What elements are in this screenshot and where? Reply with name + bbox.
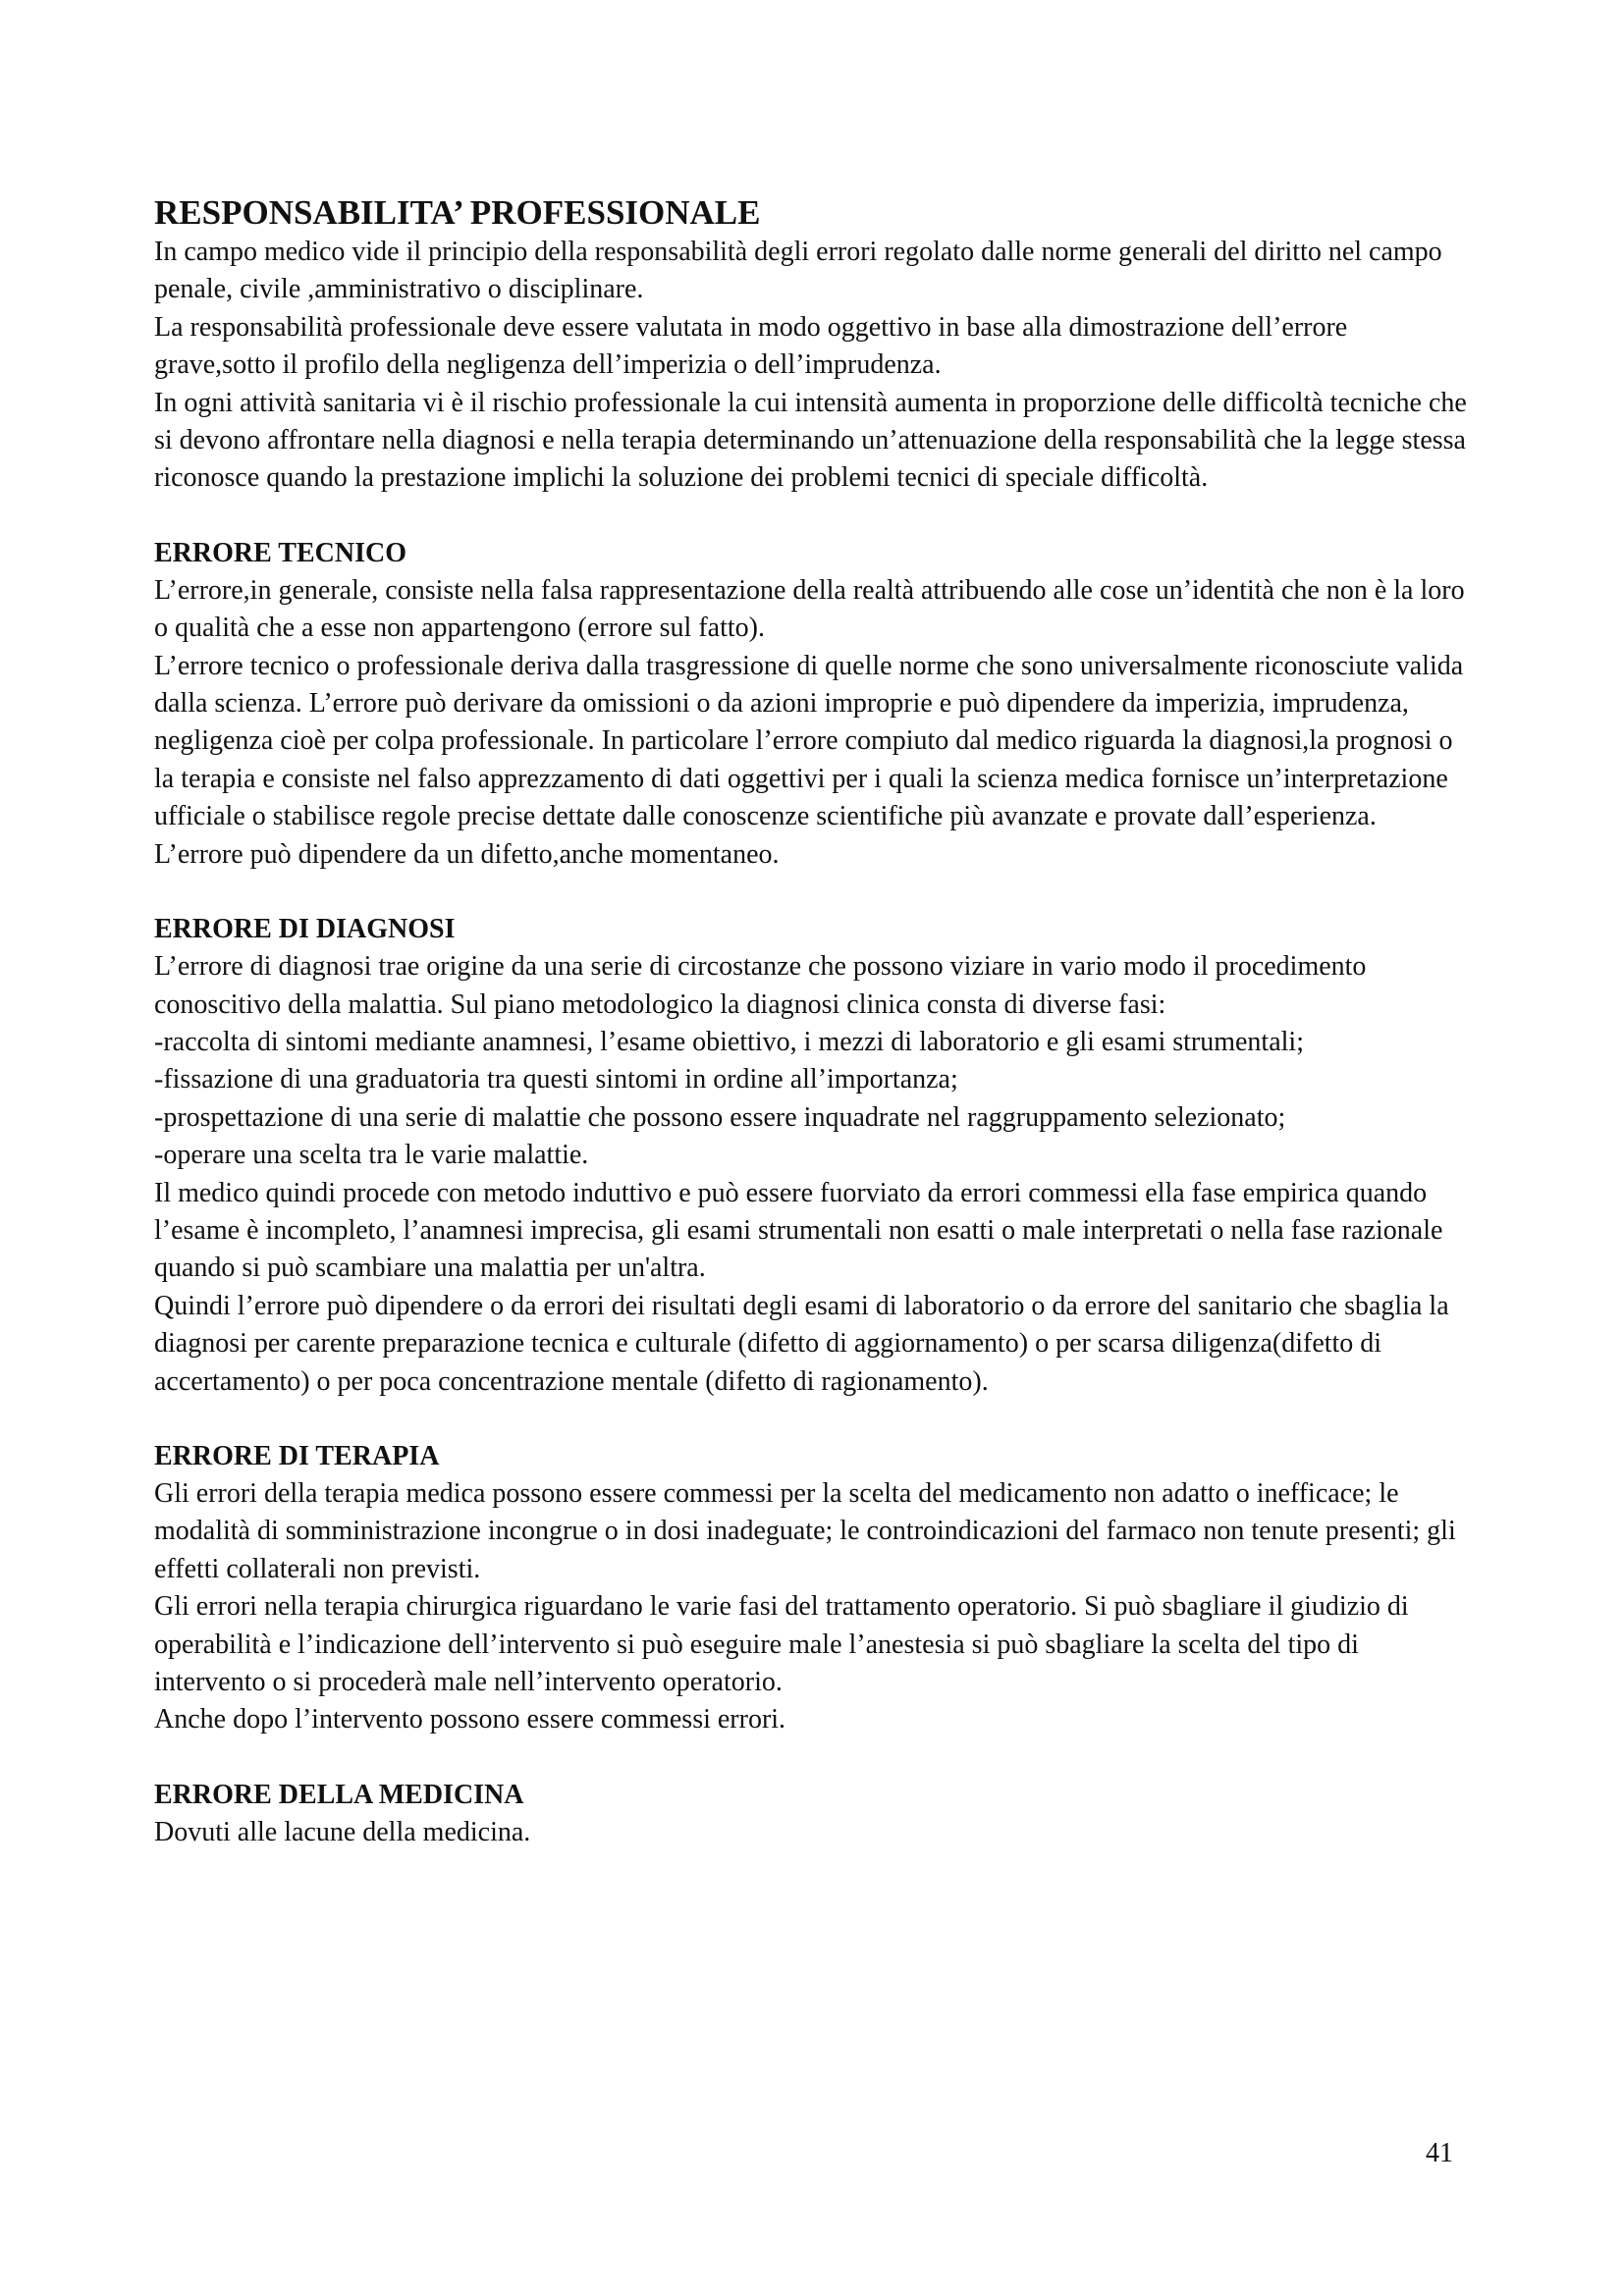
section-spacer bbox=[154, 1401, 1475, 1438]
section-spacer bbox=[154, 874, 1475, 911]
paragraph: La responsabilità professionale deve essere valutata in modo oggettivo in base alla dimostrazione dell’errore grave,sotto il profilo della negligenza dell’imperizia o dell’imprudenza. bbox=[154, 311, 1348, 381]
paragraph: Gli errori nella terapia chirurgica riguardano le varie fasi del trattamento operatorio. Si può sbagliare il giudizio di operabilità e l’indicazione dell’intervento si può eseguire male l’anestesia si può sbagliare la scelta del tipo di intervento o si procederà male nell’intervento operatorio. bbox=[154, 1591, 1409, 1697]
section-spacer bbox=[154, 1739, 1475, 1777]
section-title-errore-di-terapia: ERRORE DI TERAPIA bbox=[154, 1440, 440, 1471]
paragraph: L’errore tecnico o professionale deriva dalla trasgressione di quelle norme che sono universalmente riconosciute valida dalla scienza. L’errore può derivare da omissioni o da azioni improprie e può dipendere da imperizia, imprudenza, negligenza cioè per colpa professionale. In particolare l’errore compiuto dal medico riguarda la diagnosi,la prognosi o la terapia e consiste nel falso apprezzamento di dati oggettivi per i quali la scienza medica fornisce un’interpretazione ufficiale o stabilisce regole precise dettate dalle conoscenze scientifiche più avanzate e provate dall’esperienza. bbox=[154, 650, 1464, 832]
section-title-errore-della-medicina: ERRORE DELLA MEDICINA bbox=[154, 1779, 524, 1810]
section-title-errore-tecnico: ERRORE TECNICO bbox=[154, 537, 406, 568]
list-item: -operare una scelta tra le varie malattie. bbox=[154, 1140, 589, 1171]
paragraph: L’errore può dipendere da un difetto,anche momentaneo. bbox=[154, 838, 780, 870]
document-page bbox=[154, 191, 1475, 1851]
section-title-responsabilita: RESPONSABILITA’ PROFESSIONALE bbox=[154, 193, 761, 232]
paragraph: In ogni attività sanitaria vi è il rischio professionale la cui intensità aumenta in proporzione delle difficoltà tecniche che si devono affrontare nella diagnosi e nella terapia determinando un’attenuazione della responsabilità che la legge stessa riconosce quando la prestazione implichi la soluzione dei problemi tecnici di speciale difficoltà. bbox=[154, 387, 1467, 494]
paragraph: In campo medico vide il principio della responsabilità degli errori regolato dalle norme generali del diritto nel campo penale, civile ,amministrativo o disciplinare. bbox=[154, 237, 1442, 305]
list-item: -prospettazione di una serie di malattie che possono essere inquadrate nel raggruppamento selezionato; bbox=[154, 1101, 1286, 1133]
paragraph: Quindi l’errore può dipendere o da errori dei risultati degli esami di laboratorio o da errore del sanitario che sbaglia la diagnosi per carente preparazione tecnica e culturale (difetto di aggiornamento) o per scarsa diligenza(difetto di accertamento) o per poca concentrazione mentale (difetto di ragionamento). bbox=[154, 1290, 1449, 1397]
section-spacer bbox=[154, 498, 1475, 535]
list-item: -raccolta di sintomi mediante anamnesi, l’esame obiettivo, i mezzi di laboratorio e gli esami strumentali; bbox=[154, 1026, 1304, 1057]
paragraph: Gli errori della terapia medica possono essere commessi per la scelta del medicamento non adatto o inefficace; le modalità di somministrazione incongrue o in dosi inadeguate; le controindicazioni del farmaco non tenute presenti; gli effetti collaterali non previsti. bbox=[154, 1477, 1456, 1584]
paragraph: Dovuti alle lacune della medicina. bbox=[154, 1816, 531, 1847]
list-item: -fissazione di una graduatoria tra questi sintomi in ordine all’importanza; bbox=[154, 1064, 958, 1095]
paragraph: L’errore,in generale, consiste nella falsa rappresentazione della realtà attribuendo alle cose un’identità che non è la loro o qualità che a esse non appartengono (errore sul fatto). bbox=[154, 574, 1465, 644]
section-title-errore-di-diagnosi: ERRORE DI DIAGNOSI bbox=[154, 914, 456, 945]
paragraph: Anche dopo l’intervento possono essere commessi errori. bbox=[154, 1704, 786, 1735]
paragraph: Il medico quindi procede con metodo induttivo e può essere fuorviato da errori commessi ella fase empirica quando l’esame è incompleto, l’anamnesi imprecisa, gli esami strumentali non esatti o male interpretati o nella fase razionale quando si può scambiare una malattia per un'altra. bbox=[154, 1177, 1443, 1284]
page-number: 41 bbox=[1426, 2138, 1453, 2168]
paragraph: L’errore di diagnosi trae origine da una serie di circostanze che possono viziare in vario modo il procedimento conoscitivo della malattia. Sul piano metodologico la diagnosi clinica consta di diverse fasi: bbox=[154, 951, 1367, 1020]
